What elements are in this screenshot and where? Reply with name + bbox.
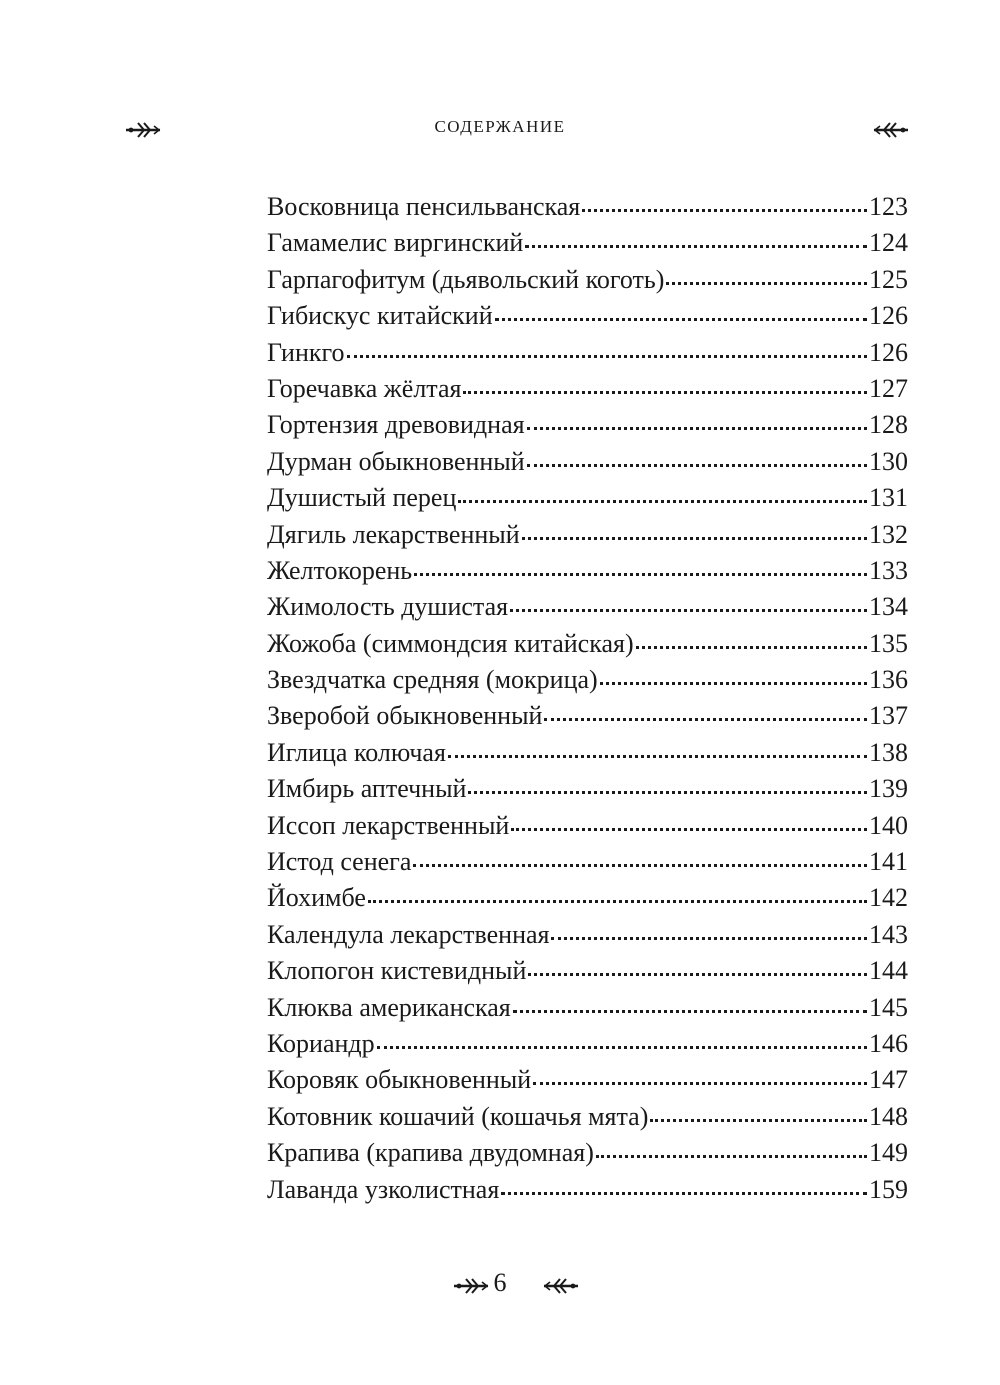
toc-entry-title: Истод сенега [267, 847, 412, 877]
toc-entry[interactable] [267, 589, 908, 625]
toc-entry-title: Йохимбе [267, 883, 366, 913]
toc-entry-page-number: 134 [869, 592, 908, 622]
toc-dot-leader [468, 791, 867, 794]
toc-entry[interactable] [267, 662, 908, 698]
toc-entry-title: Звездчатка средняя (мокрица) [267, 665, 598, 695]
toc-dot-leader [525, 245, 867, 248]
toc-dot-leader [551, 937, 867, 940]
toc-entry[interactable] [267, 844, 908, 880]
toc-entry-page-number: 149 [869, 1138, 908, 1168]
toc-entry-title: Горечавка жёлтая [267, 373, 462, 403]
toc-entry[interactable] [267, 771, 908, 807]
toc-entry-page-number: 128 [869, 410, 908, 440]
toc-entry-title: Гарпагофитум (дьявольский коготь) [267, 264, 665, 294]
toc-dot-leader [510, 609, 867, 612]
toc-dot-leader [513, 1010, 867, 1013]
ornament-flourish-icon [542, 1278, 580, 1294]
toc-entry[interactable] [267, 1062, 908, 1098]
toc-entry[interactable] [267, 808, 908, 844]
toc-entry-title: Гибискус китайский [267, 301, 493, 331]
toc-entry-title: Душистый перец [267, 483, 457, 513]
toc-entry-page-number: 139 [869, 774, 908, 804]
toc-entry-page-number: 131 [869, 483, 908, 513]
toc-dot-leader [413, 864, 867, 867]
toc-entry-title: Котовник кошачий (кошачья мята) [267, 1101, 649, 1131]
toc-entry[interactable] [267, 553, 908, 589]
toc-entry-page-number: 159 [869, 1174, 908, 1204]
toc-entry[interactable] [267, 1135, 908, 1171]
toc-entry[interactable] [267, 990, 908, 1026]
toc-dot-leader [347, 355, 867, 358]
toc-entry-page-number: 143 [869, 919, 908, 949]
toc-dot-leader [582, 209, 867, 212]
toc-dot-leader [636, 646, 867, 649]
toc-entry[interactable] [267, 335, 908, 371]
toc-entry-page-number: 145 [869, 992, 908, 1022]
toc-entry-page-number: 144 [869, 956, 908, 986]
toc-entry-title: Дягиль лекарственный [267, 519, 520, 549]
toc-entry-title: Дурман обыкновенный [267, 446, 525, 476]
toc-dot-leader [377, 1046, 867, 1049]
toc-entry-page-number: 147 [869, 1065, 908, 1095]
toc-entry-page-number: 148 [869, 1101, 908, 1131]
toc-entry[interactable] [267, 698, 908, 734]
toc-entry-page-number: 123 [869, 192, 908, 221]
toc-entry-page-number: 142 [869, 883, 908, 913]
toc-dot-leader [596, 1155, 867, 1158]
toc-entry[interactable] [267, 917, 908, 953]
toc-dot-leader [666, 282, 867, 285]
toc-entry[interactable] [267, 517, 908, 553]
toc-entry-page-number: 135 [869, 628, 908, 658]
toc-entry-page-number: 133 [869, 555, 908, 585]
toc-entry-title: Гамамелис виргинский [267, 228, 524, 258]
toc-dot-leader [448, 755, 867, 758]
toc-entry-title: Иссоп лекарственный [267, 810, 510, 840]
toc-dot-leader [458, 500, 867, 503]
running-header [0, 113, 1000, 143]
toc-dot-leader [495, 318, 867, 321]
toc-entry-title: Клопогон кистевидный [267, 956, 527, 986]
toc-entry[interactable] [267, 480, 908, 516]
toc-entry-page-number: 138 [869, 737, 908, 767]
toc-entry-title: Жимолость душистая [267, 592, 509, 622]
toc-dot-leader [528, 973, 867, 976]
page-footer [0, 1264, 1000, 1304]
toc-entry-page-number: 126 [869, 301, 908, 331]
toc-entry-title: Лаванда узколистная [267, 1174, 500, 1204]
toc-entry-page-number: 141 [869, 847, 908, 877]
toc-entry[interactable] [267, 953, 908, 989]
toc-dot-leader [414, 573, 867, 576]
toc-dot-leader [600, 682, 867, 685]
toc-entry[interactable] [267, 880, 908, 916]
ornament-flourish-icon [872, 122, 910, 138]
toc-entry-page-number: 137 [869, 701, 908, 731]
toc-dot-leader [368, 900, 867, 903]
toc-entry-title: Желтокорень [267, 555, 413, 585]
toc-dot-leader [501, 1192, 867, 1195]
toc-entry-title: Имбирь аптечный [267, 774, 467, 804]
toc-entry[interactable] [267, 735, 908, 771]
toc-entry-title: Крапива (крапива двудомная) [267, 1138, 594, 1168]
toc-entry-title: Восковница пенсильванская [267, 192, 581, 221]
toc-entry[interactable] [267, 262, 908, 298]
toc-entry[interactable] [267, 189, 908, 225]
page-title: СОДЕРЖАНИЕ [434, 117, 566, 136]
toc-entry-page-number: 125 [869, 264, 908, 294]
toc-entry-page-number: 140 [869, 810, 908, 840]
toc-entry-title: Жожоба (симмондсия китайская) [267, 628, 634, 658]
toc-dot-leader [511, 828, 867, 831]
toc-dot-leader [527, 464, 867, 467]
toc-dot-leader [527, 427, 867, 430]
toc-dot-leader [544, 718, 867, 721]
toc-entry-page-number: 146 [869, 1028, 908, 1058]
toc-entry-title: Коровяк обыкновенный [267, 1065, 532, 1095]
toc-entry-title: Гинкго [267, 337, 345, 367]
toc-entry-title: Календула лекарственная [267, 919, 550, 949]
page-number: 6 [493, 1268, 507, 1297]
toc-entry-page-number: 132 [869, 519, 908, 549]
toc-entry[interactable] [267, 626, 908, 662]
toc-dot-leader [522, 537, 867, 540]
toc-entry[interactable] [267, 371, 908, 407]
toc-dot-leader [463, 391, 867, 394]
toc-entry-page-number: 126 [869, 337, 908, 367]
toc-entry-title: Иглица колючая [267, 737, 446, 767]
toc-entry[interactable] [267, 407, 908, 443]
table-of-contents [267, 189, 908, 1208]
toc-entry[interactable] [267, 444, 908, 480]
toc-entry-page-number: 124 [869, 228, 908, 258]
toc-entry-page-number: 136 [869, 665, 908, 695]
toc-dot-leader [650, 1119, 867, 1122]
toc-entry[interactable] [267, 298, 908, 334]
toc-entry-title: Гортензия древовидная [267, 410, 525, 440]
toc-entry[interactable] [267, 1026, 908, 1062]
toc-dot-leader [533, 1082, 867, 1085]
toc-entry-title: Зверобой обыкновенный [267, 701, 543, 731]
toc-entry-title: Клюква американская [267, 992, 511, 1022]
toc-entry[interactable] [267, 1099, 908, 1135]
toc-entry[interactable] [267, 1172, 908, 1208]
toc-entry-page-number: 127 [869, 373, 908, 403]
toc-entry-page-number: 130 [869, 446, 908, 476]
toc-entry[interactable] [267, 225, 908, 261]
toc-entry-title: Кориандр [267, 1028, 375, 1058]
